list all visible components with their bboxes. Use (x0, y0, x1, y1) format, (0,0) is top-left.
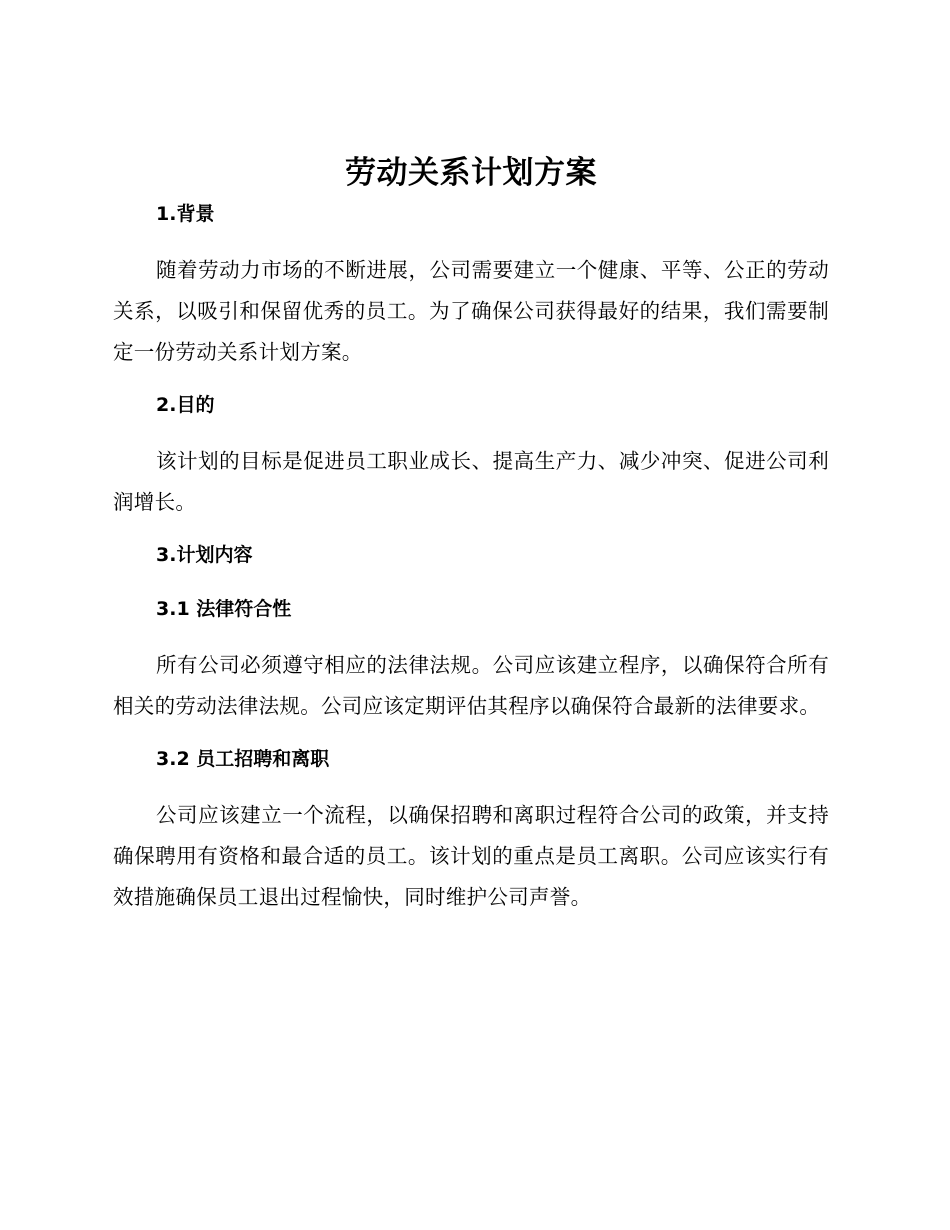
section-heading-purpose: 2.目的 (156, 394, 215, 416)
paragraph-background: 随着劳动力市场的不断进展，公司需要建立一个健康、平等、公正的劳动关系，以吸引和保留优秀的员工。为了确保公司获得最好的结果，我们需要制定一份劳动关系计划方案。 (113, 258, 829, 364)
section-heading-hiring: 3.2 员工招聘和离职 (156, 748, 330, 770)
section-heading-plan: 3.计划内容 (156, 544, 253, 566)
document-title: 劳动关系计划方案 (345, 155, 597, 191)
paragraph-legal: 所有公司必须遵守相应的法律法规。公司应该建立程序，以确保符合所有相关的劳动法律法规。公司应该定期评估其程序以确保符合最新的法律要求。 (113, 653, 829, 718)
paragraph-purpose: 该计划的目标是促进员工职业成长、提高生产力、减少冲突、促进公司利润增长。 (113, 449, 829, 514)
paragraph-hiring: 公司应该建立一个流程，以确保招聘和离职过程符合公司的政策，并支持确保聘用有资格和最合适的员工。该计划的重点是员工离职。公司应该实行有效措施确保员工退出过程愉快，同时维护公司声誉。 (113, 803, 829, 909)
section-heading-background: 1.背景 (156, 203, 215, 225)
document-body (113, 150, 829, 918)
section-heading-legal: 3.1 法律符合性 (156, 598, 292, 620)
